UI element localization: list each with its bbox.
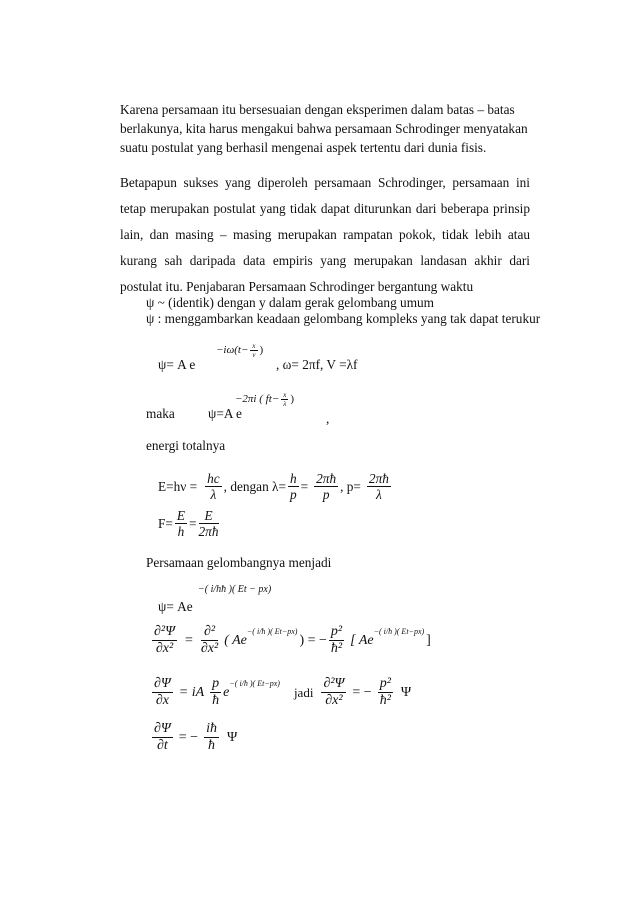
eq7-f1-num: ∂Ψ <box>152 676 173 693</box>
note-complex-wave: ψ : menggambarkan keadaan gelombang kompleks yang tak dapat terukur <box>146 311 541 326</box>
eq3-f2-num: h <box>290 471 297 486</box>
eq2-maka: maka <box>146 406 175 421</box>
eq4-f1-den: h <box>177 524 185 540</box>
eq2-exp-close: ) <box>290 393 294 406</box>
eq6-f2-den: ∂x² <box>200 641 219 657</box>
eq7-f1-den: ∂x <box>155 693 169 709</box>
eq3-dengan: , dengan λ= <box>223 478 286 494</box>
eq3-f3-num: 2πħ <box>316 471 337 486</box>
eq7-f2-den: ħ <box>212 693 220 709</box>
eq7-f4-num: p² <box>378 676 393 693</box>
eq3-energy <box>158 471 393 503</box>
eq2-comma: , <box>326 411 330 426</box>
eq6-f2-num: ∂² <box>201 624 218 641</box>
eq7-f2-num: p <box>210 676 221 693</box>
eq8-f2-den: ħ <box>208 738 215 754</box>
eq7-psi: Ψ <box>400 684 412 700</box>
eq6-f1-num: ∂²Ψ <box>152 624 177 641</box>
eq6-f1-den: ∂x² <box>155 641 174 657</box>
paragraph-postulate: Betapapun sukses yang diperoleh persamaan Schrodinger, persamaan ini tetap merupakan postulat yang tidak dapat diturunkan dari beberapa prinsip lain, dan masing – masing merupakan rampatan pokok, tidak lebih atau kurang sah daripada data empiris yang merupakan landasan akhir dari postulat itu. Penjabaran Persamaan Schrodinger bergantung waktu <box>120 175 530 294</box>
eq3-eq: = <box>300 478 309 494</box>
eq8-f1-num: ∂Ψ <box>152 721 173 738</box>
eq8-f2-num: iħ <box>204 721 219 738</box>
eq4-f1-num: E <box>176 508 186 523</box>
eq8-f1-den: ∂t <box>156 738 168 754</box>
eq5-exponent: −( i/hħ )( Et − px) <box>198 584 272 595</box>
eq7-e: e <box>223 684 230 700</box>
eq7-f4-den: ħ² <box>379 693 391 709</box>
eq3-f1-den: λ <box>210 487 217 503</box>
wave-label: Persamaan gelombangnya menjadi <box>146 555 332 570</box>
eq8-time-derivative <box>150 721 237 754</box>
eq4-frequency <box>158 508 221 540</box>
eq6-mid: ( Ae <box>224 632 247 648</box>
note-identik: ψ ~ (identik) dengan y dalam gerak gelombang umum <box>146 295 435 310</box>
eq1-exp-den: v <box>252 351 256 360</box>
eq5-lhs: ψ= Ae <box>158 599 193 614</box>
eq2-lhs: ψ=A e <box>208 406 242 421</box>
eq8-eq: = − <box>178 729 199 745</box>
eq8-psi: Ψ <box>226 729 238 745</box>
eq4-eq: = <box>189 515 197 531</box>
eq2-exp-num: x <box>283 391 287 399</box>
eq3-f4-den: λ <box>376 487 382 503</box>
eq4-lhs: F= <box>158 515 173 531</box>
eq1-lhs: ψ= A e <box>158 357 196 372</box>
eq1-rest: , ω= 2πf, V =λf <box>276 357 358 372</box>
eq7-e-exp: −( i/ħ )( Et−px) <box>229 679 280 689</box>
eq7-f3-num: ∂²Ψ <box>321 676 346 693</box>
eq1-exp-num: x <box>252 342 256 350</box>
eq6-f3-den: ħ² <box>330 641 343 657</box>
eq3-f3-den: p <box>322 487 330 503</box>
eq4-f2-den: 2πħ <box>198 524 219 540</box>
eq2-exp-main: −2πi ( ft− <box>235 393 280 406</box>
eq6-end: [ Ae <box>350 632 374 648</box>
eq3-f4-num: 2πħ <box>368 471 389 486</box>
eq2-exponent <box>235 391 294 408</box>
eq1-exp-main: −iω(t− <box>216 344 249 357</box>
eq7-f3-den: ∂x² <box>325 693 343 709</box>
eq3-f1-num: hc <box>207 471 220 486</box>
eq7-jadi: jadi <box>293 684 314 700</box>
eq3-lhs: E=hν = <box>158 478 198 494</box>
eq2-exp-den: λ <box>283 400 287 409</box>
eq1-exponent <box>216 342 263 359</box>
eq3-p: , p= <box>340 478 361 494</box>
eq6-f3-num: p² <box>329 624 344 641</box>
eq1-exp-close: ) <box>259 344 264 357</box>
eq6-mid-exp: −( i/ħ )( Et−px) <box>246 627 298 637</box>
eq6-eq: = <box>184 632 193 648</box>
eq6-mid-close: ) = − <box>299 632 327 648</box>
eq3-f2-den: p <box>290 487 297 503</box>
eq6-end-close: ] <box>426 632 431 648</box>
eq7-eq: = − <box>352 684 372 700</box>
eq7-first-derivative <box>150 676 411 709</box>
eq6-end-exp: −( i/ħ )( Et−px) <box>373 627 425 637</box>
eq4-f2-num: E <box>199 508 219 524</box>
energy-label: energi totalnya <box>146 438 226 453</box>
eq6-second-derivative <box>150 624 431 657</box>
eq7-mid: = iA <box>178 684 205 700</box>
paragraph-intro: Karena persamaan itu bersesuaian dengan eksperimen dalam batas – batas berlakunya, kita harus mengakui bahwa persamaan Schrodinger menyatakan suatu postulat yang berhasil mengenai aspek tertentu dari dunia fisis. <box>120 102 528 155</box>
